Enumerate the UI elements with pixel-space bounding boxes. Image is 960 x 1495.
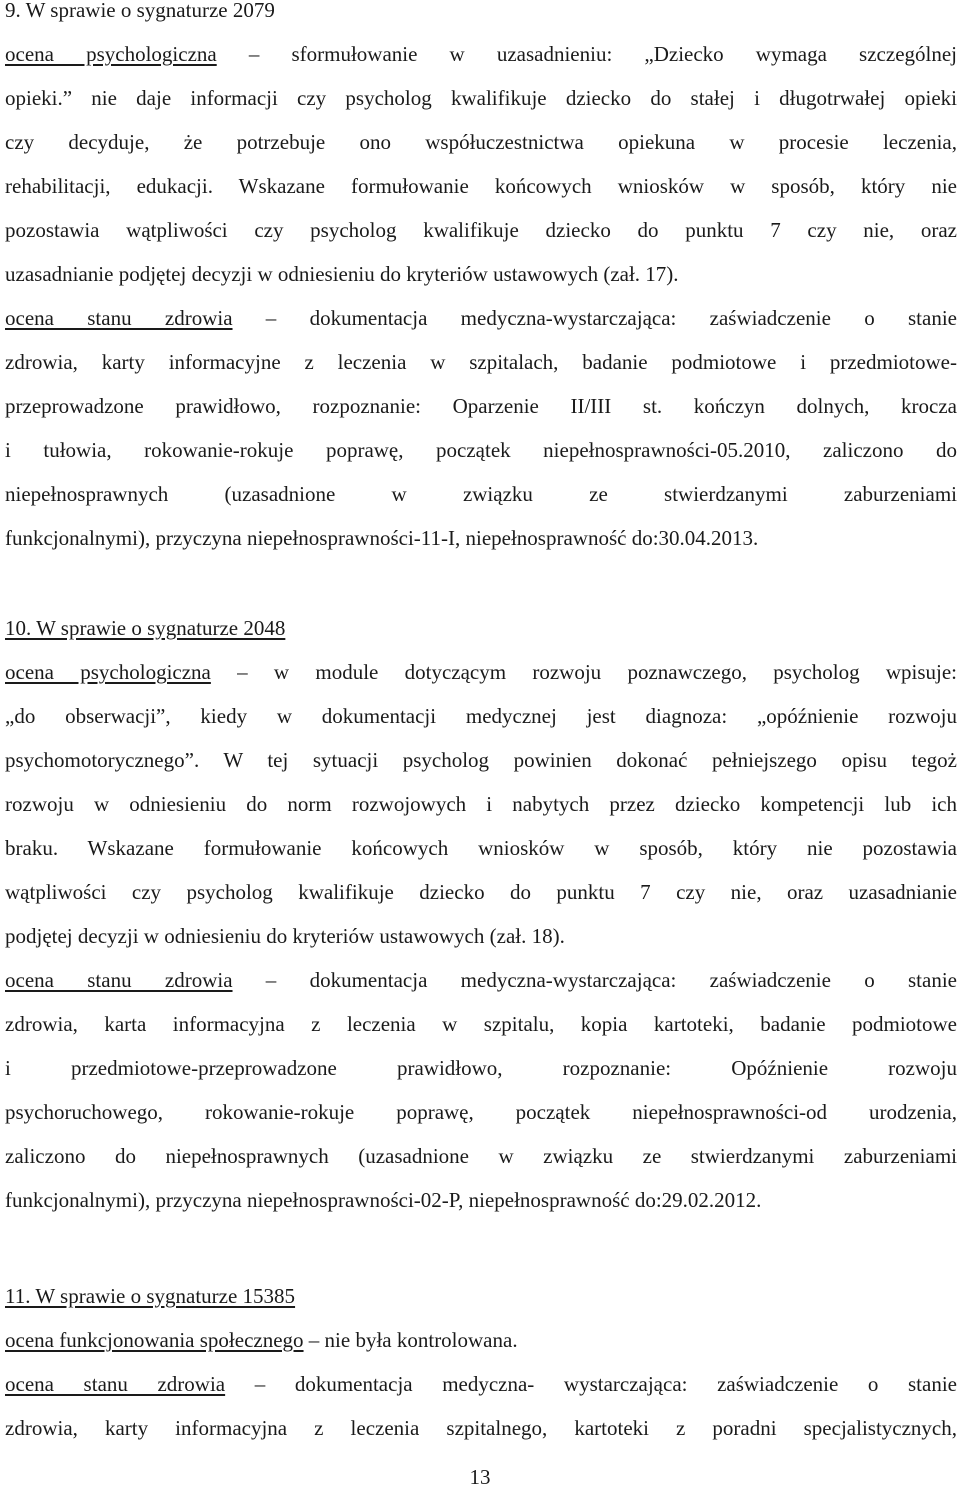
text-run: podjętej decyzji w odniesieniu do kryteriów ustawowych (zał. 18). <box>5 924 565 948</box>
text-line <box>5 826 957 870</box>
text-line <box>5 1134 957 1178</box>
text-line <box>5 296 957 340</box>
text-line <box>5 870 957 914</box>
text-run: przeprowadzone prawidłowo, rozpoznanie: Oparzenie II/III st. kończyn dolnych, krocza <box>5 394 957 418</box>
text-line <box>5 384 957 428</box>
text-run: opieki.” nie daje informacji czy psycholog kwalifikuje dziecko do stałej i długotrwałej opieki <box>5 86 957 110</box>
text-line <box>5 516 957 560</box>
text-line <box>5 252 957 296</box>
underlined-term: ocena stanu zdrowia <box>5 1372 226 1396</box>
text-run: – sformułowanie w uzasadnieniu: „Dziecko wymaga szczególnej <box>216 42 957 66</box>
text-run: funkcjonalnymi), przyczyna niepełnosprawności-11-I, niepełnosprawność do:30.04.2013. <box>5 526 759 550</box>
section-heading: 9. W sprawie o sygnaturze 2079 <box>5 0 275 22</box>
text-run: – w module dotyczącym rozwoju poznawczego, psycholog wpisuje: <box>210 660 957 684</box>
page-number: 13 <box>469 1465 491 1489</box>
text-run: rozwoju w odniesieniu do norm rozwojowych i nabytych przez dziecko kompetencji lub ich <box>5 792 957 816</box>
text-run: – dokumentacja medyczna-wystarczająca: zaświadczenie o stanie <box>232 968 957 992</box>
section-heading: 10. W sprawie o sygnaturze 2048 <box>5 616 286 640</box>
text-line <box>5 914 957 958</box>
text-run: rehabilitacji, edukacji. Wskazane formułowanie końcowych wniosków w sposób, który nie <box>5 174 957 198</box>
text-line <box>5 1406 957 1450</box>
text-run: zdrowia, karty informacyjne z leczenia w szpitalach, badanie podmiotowe i przedmiotowe- <box>5 350 957 374</box>
text-line <box>5 164 957 208</box>
text-run: funkcjonalnymi), przyczyna niepełnosprawności-02-P, niepełnosprawność do:29.02.2012. <box>5 1188 762 1212</box>
text-run: niepełnosprawnych (uzasadnione w związku ze stwierdzanymi zaburzeniami <box>5 482 957 506</box>
text-run: i przedmiotowe-przeprowadzone prawidłowo, rozpoznanie: Opóźnienie rozwoju <box>5 1056 957 1080</box>
document-body <box>5 0 957 1450</box>
text-run: „do obserwacji”, kiedy w dokumentacji medycznej jest diagnoza: „opóźnienie rozwoju <box>5 704 957 728</box>
text-line <box>5 340 957 384</box>
text-line <box>5 738 957 782</box>
text-run: czy decyduje, że potrzebuje ono współuczestnictwa opiekuna w procesie leczenia, <box>5 130 957 154</box>
underlined-term: ocena psychologiczna <box>5 660 211 684</box>
text-line <box>5 32 957 76</box>
text-run: pozostawia wątpliwości czy psycholog kwalifikuje dziecko do punktu 7 czy nie, oraz <box>5 218 957 242</box>
underlined-term: ocena funkcjonowania społecznego <box>5 1328 304 1352</box>
text-run: zdrowia, karty informacyjna z leczenia szpitalnego, kartoteki z poradni specjalistycznych, <box>5 1416 957 1440</box>
text-line <box>5 694 957 738</box>
text-run: – nie była kontrolowana. <box>303 1328 518 1352</box>
section <box>5 606 957 1222</box>
text-line <box>5 1318 957 1362</box>
text-run: zaliczono do niepełnosprawnych (uzasadnione w związku ze stwierdzanymi zaburzeniami <box>5 1144 957 1168</box>
text-line <box>5 428 957 472</box>
text-line <box>5 120 957 164</box>
section <box>5 0 957 560</box>
section-gap <box>5 560 957 606</box>
text-run: braku. Wskazane formułowanie końcowych wniosków w sposób, który nie pozostawia <box>5 836 957 860</box>
text-run: – dokumentacja medyczna-wystarczająca: zaświadczenie o stanie <box>232 306 957 330</box>
text-run: psychoruchowego, rokowanie-rokuje poprawę, początek niepełnosprawności-od urodzenia, <box>5 1100 957 1124</box>
section-gap <box>5 1222 957 1274</box>
text-line <box>5 76 957 120</box>
underlined-term: ocena stanu zdrowia <box>5 968 233 992</box>
text-line <box>5 1178 957 1222</box>
text-line <box>5 472 957 516</box>
text-line <box>5 782 957 826</box>
text-line <box>5 1090 957 1134</box>
text-run: wątpliwości czy psycholog kwalifikuje dziecko do punktu 7 czy nie, oraz uzasadnianie <box>5 880 957 904</box>
text-run: uzasadnianie podjętej decyzji w odniesieniu do kryteriów ustawowych (zał. 17). <box>5 262 679 286</box>
text-line <box>5 650 957 694</box>
text-run: zdrowia, karta informacyjna z leczenia w szpitalu, kopia kartoteki, badanie podmiotowe <box>5 1012 957 1036</box>
text-line <box>5 208 957 252</box>
text-run: psychomotorycznego”. W tej sytuacji psycholog powinien dokonać pełniejszego opisu tegoż <box>5 748 957 772</box>
section-heading: 11. W sprawie o sygnaturze 15385 <box>5 1284 296 1308</box>
text-line <box>5 958 957 1002</box>
text-run: i tułowia, rokowanie-rokuje poprawę, początek niepełnosprawności-05.2010, zaliczono do <box>5 438 957 462</box>
underlined-term: ocena psychologiczna <box>5 42 217 66</box>
text-run: – dokumentacja medyczna- wystarczająca: zaświadczenie o stanie <box>225 1372 957 1396</box>
section <box>5 1274 957 1450</box>
text-line <box>5 1046 957 1090</box>
text-line <box>5 1002 957 1046</box>
text-line <box>5 1362 957 1406</box>
underlined-term: ocena stanu zdrowia <box>5 306 233 330</box>
